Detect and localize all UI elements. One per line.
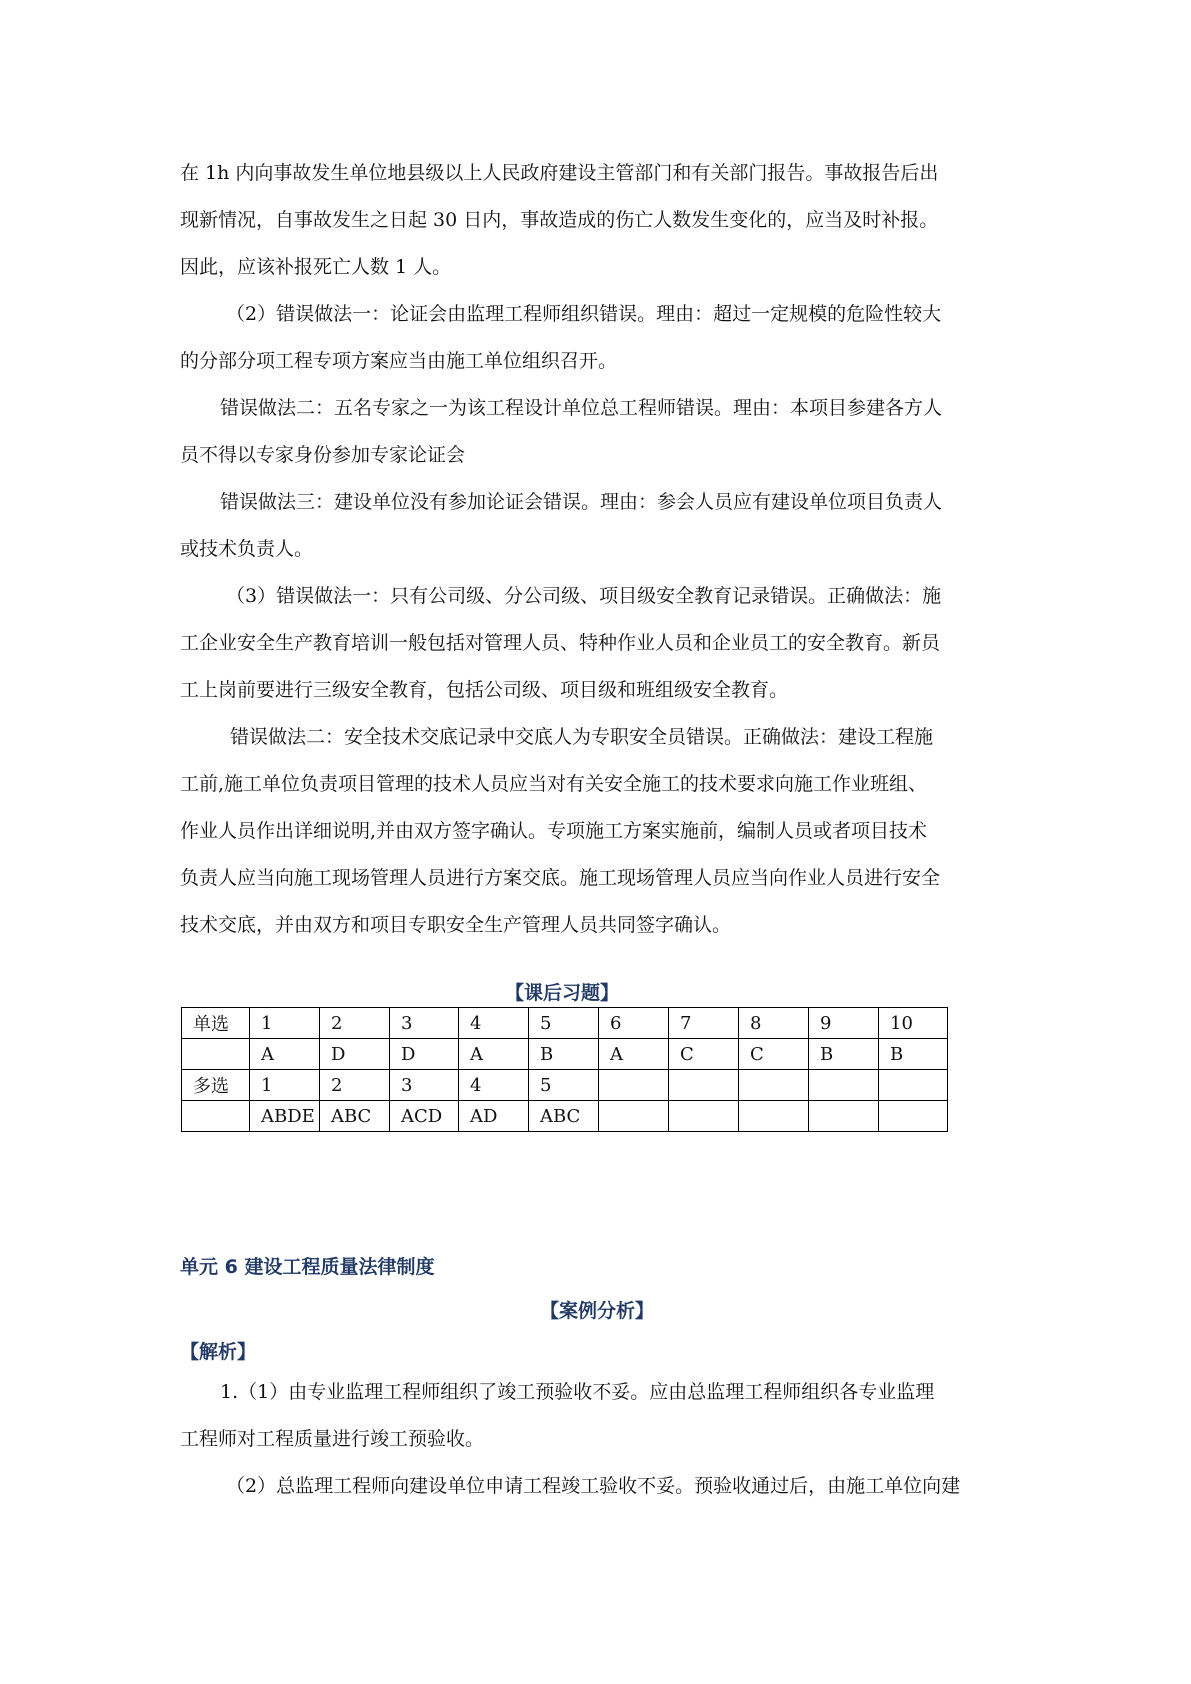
table-row	[182, 1008, 948, 1039]
table-cell	[809, 1101, 879, 1132]
table-cell: 2	[320, 1070, 390, 1101]
table-cell	[879, 1070, 948, 1101]
table-cell: 5	[529, 1070, 599, 1101]
table-cell: 3	[390, 1008, 459, 1039]
paragraph-line: 因此，应该补报死亡人数 1 人。	[180, 256, 452, 278]
paragraph-line: 或技术负责人。	[180, 538, 314, 560]
table-cell: B	[879, 1039, 948, 1070]
table-cell	[182, 1101, 250, 1132]
case-analysis-heading: 【案例分析】	[539, 1300, 654, 1322]
table-cell: 8	[739, 1008, 809, 1039]
table-cell: 1	[250, 1070, 320, 1101]
table-cell: C	[669, 1039, 739, 1070]
table-cell: ABDE	[250, 1101, 320, 1132]
table-cell	[669, 1101, 739, 1132]
table-cell: 10	[879, 1008, 948, 1039]
analysis-text-block	[180, 1369, 1014, 1510]
body-text-block	[180, 150, 1014, 949]
table-cell: 多选	[182, 1070, 250, 1101]
table-cell: 2	[320, 1008, 390, 1039]
table-cell: D	[320, 1039, 390, 1070]
table-cell: C	[739, 1039, 809, 1070]
paragraph-line: 工企业安全生产教育培训一般包括对管理人员、特种作业人员和企业员工的安全教育。新员	[180, 632, 941, 654]
table-cell	[739, 1070, 809, 1101]
table-cell: ABC	[320, 1101, 390, 1132]
table-cell	[599, 1101, 669, 1132]
paragraph-line: 错误做法二：五名专家之一为该工程设计单位总工程师错误。理由：本项目参建各方人	[220, 397, 943, 419]
table-row	[182, 1039, 948, 1070]
table-cell: A	[250, 1039, 320, 1070]
paragraph-line: 1.（1）由专业监理工程师组织了竣工预验收不妥。应由总监理工程师组织各专业监理	[220, 1381, 935, 1403]
table-cell	[599, 1070, 669, 1101]
table-cell: D	[390, 1039, 459, 1070]
table-cell: 3	[390, 1070, 459, 1101]
table-row	[182, 1070, 948, 1101]
table-cell: B	[809, 1039, 879, 1070]
table-cell: 7	[669, 1008, 739, 1039]
paragraph-line: 工上岗前要进行三级安全教育，包括公司级、项目级和班组级安全教育。	[180, 679, 789, 701]
paragraph-line: （2）总监理工程师向建设单位申请工程竣工验收不妥。预验收通过后，由施工单位向建	[226, 1475, 961, 1497]
table-cell	[809, 1070, 879, 1101]
table-cell: 1	[250, 1008, 320, 1039]
paragraph-line: 在 1h 内向事故发生单位地县级以上人民政府建设主管部门和有关部门报告。事故报告后出	[180, 162, 939, 184]
table-cell: ABC	[529, 1101, 599, 1132]
table-cell: 5	[529, 1008, 599, 1039]
table-cell	[739, 1101, 809, 1132]
table-cell: 4	[459, 1008, 529, 1039]
table-row	[182, 1101, 948, 1132]
table-cell: B	[529, 1039, 599, 1070]
paragraph-line: 工前,施工单位负责项目管理的技术人员应当对有关安全施工的技术要求向施工作业班组、	[180, 773, 928, 795]
table-cell: 6	[599, 1008, 669, 1039]
paragraph-line: （2）错误做法一：论证会由监理工程师组织错误。理由：超过一定规模的危险性较大	[226, 303, 942, 325]
table-cell: AD	[459, 1101, 529, 1132]
table-cell	[879, 1101, 948, 1132]
table-cell: ACD	[390, 1101, 459, 1132]
analysis-heading: 【解析】	[180, 1341, 257, 1363]
paragraph-line: 的分部分项工程专项方案应当由施工单位组织召开。	[180, 350, 618, 372]
unit-heading: 单元 6 建设工程质量法律制度	[180, 1256, 435, 1278]
paragraph-line: 现新情况，自事故发生之日起 30 日内，事故造成的伤亡人数发生变化的，应当及时补报。	[180, 209, 939, 231]
table-cell: A	[459, 1039, 529, 1070]
paragraph-line: 工程师对工程质量进行竣工预验收。	[180, 1428, 485, 1450]
paragraph-line: 错误做法二：安全技术交底记录中交底人为专职安全员错误。正确做法：建设工程施	[230, 726, 934, 748]
paragraph-line: 负责人应当向施工现场管理人员进行方案交底。施工现场管理人员应当向作业人员进行安全	[180, 867, 941, 889]
paragraph-line: 作业人员作出详细说明,并由双方签字确认。专项施工方案实施前，编制人员或者项目技术	[180, 820, 928, 842]
answer-table	[181, 1007, 948, 1132]
table-cell: A	[599, 1039, 669, 1070]
table-cell	[669, 1070, 739, 1101]
paragraph-line: 错误做法三：建设单位没有参加论证会错误。理由：参会人员应有建设单位项目负责人	[220, 491, 943, 513]
table-cell	[182, 1039, 250, 1070]
table-cell: 9	[809, 1008, 879, 1039]
paragraph-line: 员不得以专家身份参加专家论证会	[180, 444, 466, 466]
paragraph-line: （3）错误做法一：只有公司级、分公司级、项目级安全教育记录错误。正确做法：施	[226, 585, 942, 607]
table-cell: 单选	[182, 1008, 250, 1039]
table-cell: 4	[459, 1070, 529, 1101]
exercise-title: 【课后习题】	[504, 982, 619, 1004]
paragraph-line: 技术交底，并由双方和项目专职安全生产管理人员共同签字确认。	[180, 914, 732, 936]
